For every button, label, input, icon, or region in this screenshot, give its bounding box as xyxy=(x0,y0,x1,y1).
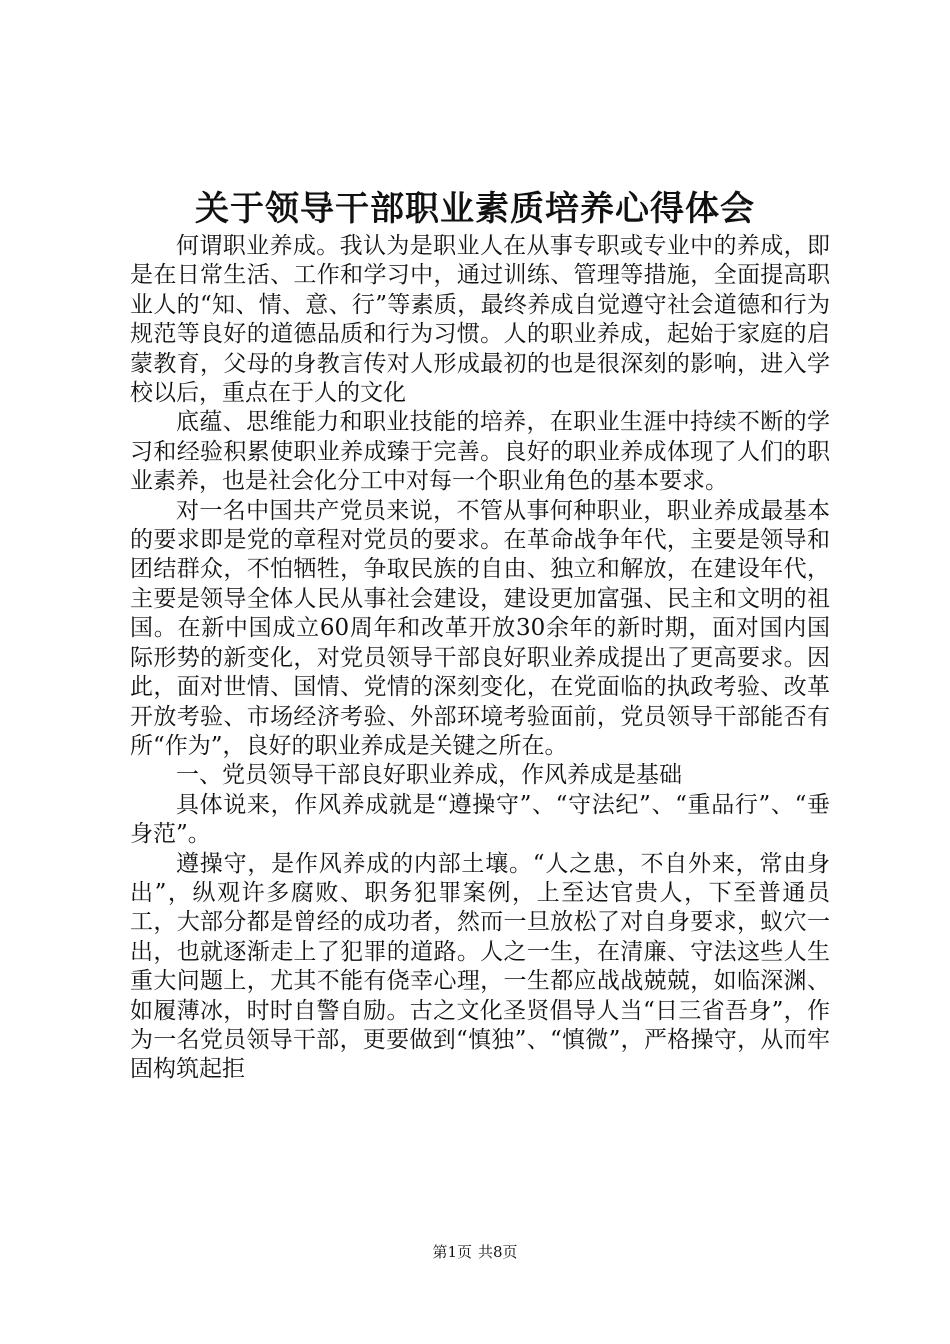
paragraph-1: 何谓职业养成。我认为是职业人在从事专职或专业中的养成，即是在日常生活、工作和学习中，通过训练、管理等措施，全面提高职业人的“知、情、意、行”等素质，最终养成自觉遵守社会道德和行为规范等良好的道德品质和行为习惯。人的职业养成，起始于家庭的启蒙教育，父母的身教言传对人形成最初的也是很深刻的影响，进入学校以后，重点在于人的文化 xyxy=(130,233,830,407)
paragraph-3: 对一名中国共产党员来说，不管从事何种职业，职业养成最基本的要求即是党的章程对党员的要求。在革命战争年代，主要是领导和团结群众，不怕牺牲，争取民族的自由、独立和解放，在建设年代，主要是领导全体人民从事社会建设，建设更加富强、民主和文明的祖国。在新中国成立60周年和改革开放30余年的新时期，面对国内国际形势的新变化，对党员领导干部良好职业养成提出了更高要求。因此，面对世情、国情、党情的深刻变化，在党面临的执政考验、改革开放考验、市场经济考验、外部环境考验面前，党员领导干部能否有所“作为”，良好的职业养成是关键之所在。 xyxy=(130,497,830,759)
document-title: 关于领导干部职业素质培养心得体会 xyxy=(195,189,755,229)
paragraph-5: 遵操守，是作风养成的内部土壤。“人之患，不自外来，常由身出”，纵观许多腐败、职务犯罪案例，上至达官贵人，下至普通员工，大部分都是曾经的成功者，然而一旦放松了对自身要求，蚁穴一出，也就逐渐走上了犯罪的道路。人之一生，在清廉、守法这些人生重大问题上，尤其不能有侥幸心理，一生都应战战兢兢，如临深渊、如履薄冰，时时自警自励。古之文化圣贤倡导人当“日三省吾身”，作为一名党员领导干部，更要做到“慎独”、“慎微”，严格操守，从而牢固构筑起拒 xyxy=(130,850,830,1083)
page-footer xyxy=(0,1242,950,1262)
document-body xyxy=(130,232,830,1085)
section-heading-1: 一、党员领导干部良好职业养成，作风养成是基础 xyxy=(176,762,682,789)
paragraph-4: 具体说来，作风养成就是“遵操守”、“守法纪”、“重品行”、“垂身范”。 xyxy=(130,791,830,848)
page-total: 共8页 xyxy=(478,1243,518,1261)
paragraph-2: 底蕴、思维能力和职业技能的培养，在职业生涯中持续不断的学习和经验积累使职业养成臻于完善。良好的职业养成体现了人们的职业素养，也是社会化分工中对每一个职业角色的基本要求。 xyxy=(130,409,830,495)
page-number: 第1页 xyxy=(432,1243,472,1261)
